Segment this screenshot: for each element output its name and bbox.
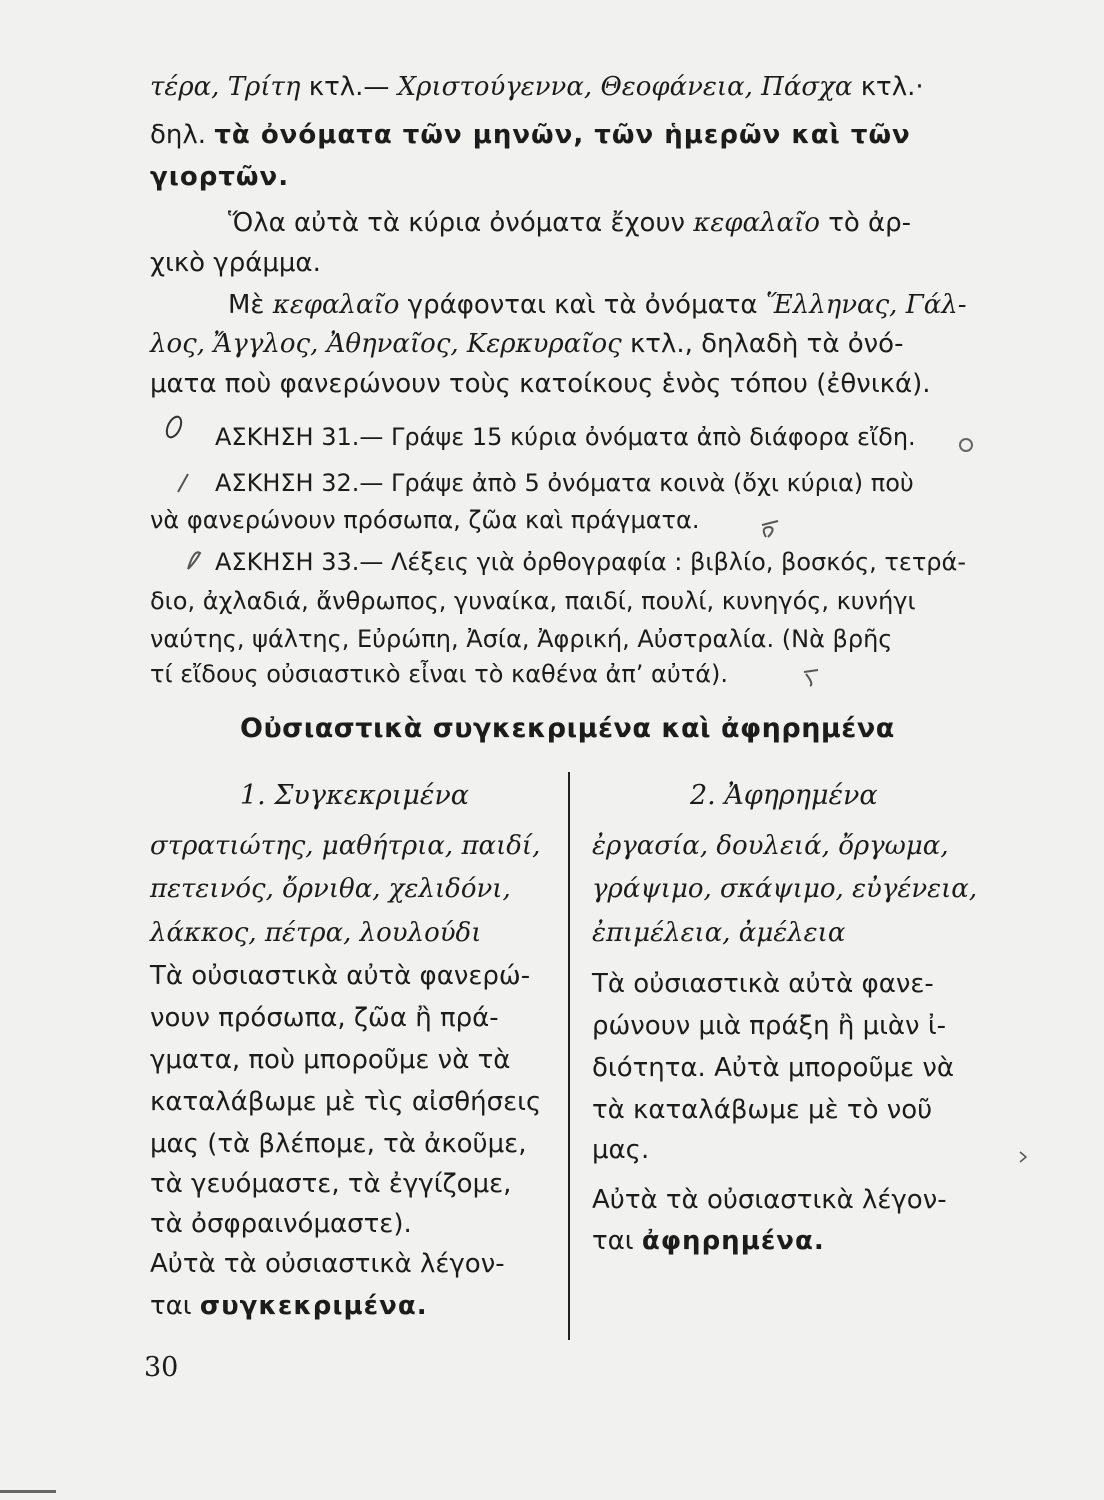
exercise-33-line-4: τί εἴδους οὐσιαστικὸ εἶναι τὸ καθένα ἀπ’ αὐτά). xyxy=(150,660,729,688)
right-example-line: γράψιμο, σκάψιμο, εὐγένεια, xyxy=(592,874,978,904)
pencil-mark-icon xyxy=(758,515,782,541)
left-text-line: καταλάβωμε μὲ τὶς αἰσθήσεις xyxy=(150,1087,542,1117)
page-number: 30 xyxy=(144,1352,179,1383)
left-example-line: λάκκος, πέτρα, λουλούδι xyxy=(150,918,482,948)
left-text-line: Αὐτὰ τὰ οὐσιαστικὰ λέγον- xyxy=(150,1249,505,1279)
exercise-32-line-1: ΑΣΚΗΣΗ 32.— Γράψε ἀπὸ 5 ὀνόματα κοινὰ (ὄχι κύρια) ποὺ xyxy=(215,469,914,497)
intro-line-2: δηλ. τὰ ὀνόματα τῶν μηνῶν, τῶν ἡμερῶν καὶ τῶν xyxy=(150,120,911,150)
pencil-mark-icon xyxy=(184,545,204,573)
pencil-mark-icon xyxy=(174,470,194,496)
pencil-mark-icon xyxy=(956,435,976,455)
left-text-line: γματα, ποὺ μποροῦμε νὰ τὰ xyxy=(150,1045,511,1075)
intro-line-3: γιορτῶν. xyxy=(150,162,290,192)
right-text-line: μας. xyxy=(592,1135,650,1165)
right-example-line: ἐργασία, δουλειά, ὄργωμα, xyxy=(592,831,949,861)
left-example-line: πετεινός, ὄρνιθα, χελιδόνι, xyxy=(150,874,511,904)
left-text-line: νουν πρόσωπα, ζῶα ἢ πρά- xyxy=(150,1003,499,1033)
left-text-line: τὰ γευόμαστε, τὰ ἐγγίζομε, xyxy=(150,1169,512,1199)
left-example-line: στρατιώτης, μαθήτρια, παιδί, xyxy=(150,831,541,861)
intro-line-8: ματα ποὺ φανερώνουν τοὺς κατοίκους ἑνὸς τόπου (ἐθνικά). xyxy=(150,369,931,399)
right-text-line: Αὐτὰ τὰ οὐσιαστικὰ λέγον- xyxy=(592,1185,947,1215)
pencil-mark-icon xyxy=(163,412,185,442)
exercise-31: ΑΣΚΗΣΗ 31.— Γράψε 15 κύρια ὀνόματα ἀπὸ διάφορα εἴδη. xyxy=(215,423,916,451)
right-text-line: ρώνουν μιὰ πράξη ἢ μιὰν ἰ- xyxy=(592,1011,947,1041)
right-last-line: ται ἀφηρημένα. xyxy=(592,1226,825,1256)
left-last-line: ται συγκεκριμένα. xyxy=(150,1291,428,1321)
right-text-line: διότητα. Αὐτὰ μποροῦμε νὰ xyxy=(592,1053,955,1083)
exercise-33-line-2: διο, ἀχλαδιά, ἄνθρωπος, γυναίκα, παιδί, πουλί, κυνηγός, κυνήγι xyxy=(150,587,916,615)
right-column-title: 2. Ἀφηρημένα xyxy=(690,780,878,811)
right-text-line: τὰ καταλάβωμε μὲ τὸ νοῦ xyxy=(592,1095,933,1125)
intro-line-4: Ὅλα αὐτὰ τὰ κύρια ὀνόματα ἔχουν κεφαλαῖο τὸ ἀρ- xyxy=(228,208,912,238)
intro-line-1: τέρα, Τρίτη κτλ.— Χριστούγεννα, Θεοφάνεια, Πάσχα κτλ.· xyxy=(150,72,924,102)
scan-speck-icon xyxy=(1018,1150,1028,1164)
intro-line-6: Μὲ κεφαλαῖο γράφονται καὶ τὰ ὀνόματα Ἕλληνας, Γάλ- xyxy=(228,290,967,320)
left-text-line: τὰ ὀσφραινόμαστε). xyxy=(150,1209,412,1239)
intro-line-7: λος, Ἄγγλος, Ἀθηναῖος, Κερκυραῖος κτλ., δηλαδὴ τὰ ὀνό- xyxy=(150,329,904,359)
right-example-line: ἐπιμέλεια, ἀμέλεια xyxy=(592,918,846,948)
right-text-line: Τὰ οὐσιαστικὰ αὐτὰ φανε- xyxy=(592,969,934,999)
exercise-33-line-3: ναύτης, ψάλτης, Εὐρώπη, Ἀσία, Ἀφρική, Αὐστραλία. (Νὰ βρῆς xyxy=(150,625,893,653)
exercise-33-line-1: ΑΣΚΗΣΗ 33.— Λέξεις γιὰ ὀρθογραφία : βιβλίο, βοσκός, τετρά- xyxy=(215,548,967,576)
left-text-line: Τὰ οὐσιαστικὰ αὐτὰ φανερώ- xyxy=(150,961,531,991)
exercise-32-line-2: νὰ φανερώνουν πρόσωπα, ζῶα καὶ πράγματα. xyxy=(150,506,700,534)
scan-edge-icon xyxy=(0,1488,60,1496)
left-text-line: μας (τὰ βλέπομε, τὰ ἀκοῦμε, xyxy=(150,1129,527,1159)
column-divider xyxy=(568,772,570,1340)
pencil-mark-icon xyxy=(800,666,822,688)
left-column-title: 1. Συγκεκριμένα xyxy=(240,780,470,811)
section-heading: Οὐσιαστικὰ συγκεκριμένα καὶ ἀφηρημένα xyxy=(240,713,895,744)
intro-line-5: χικὸ γράμμα. xyxy=(150,248,321,278)
